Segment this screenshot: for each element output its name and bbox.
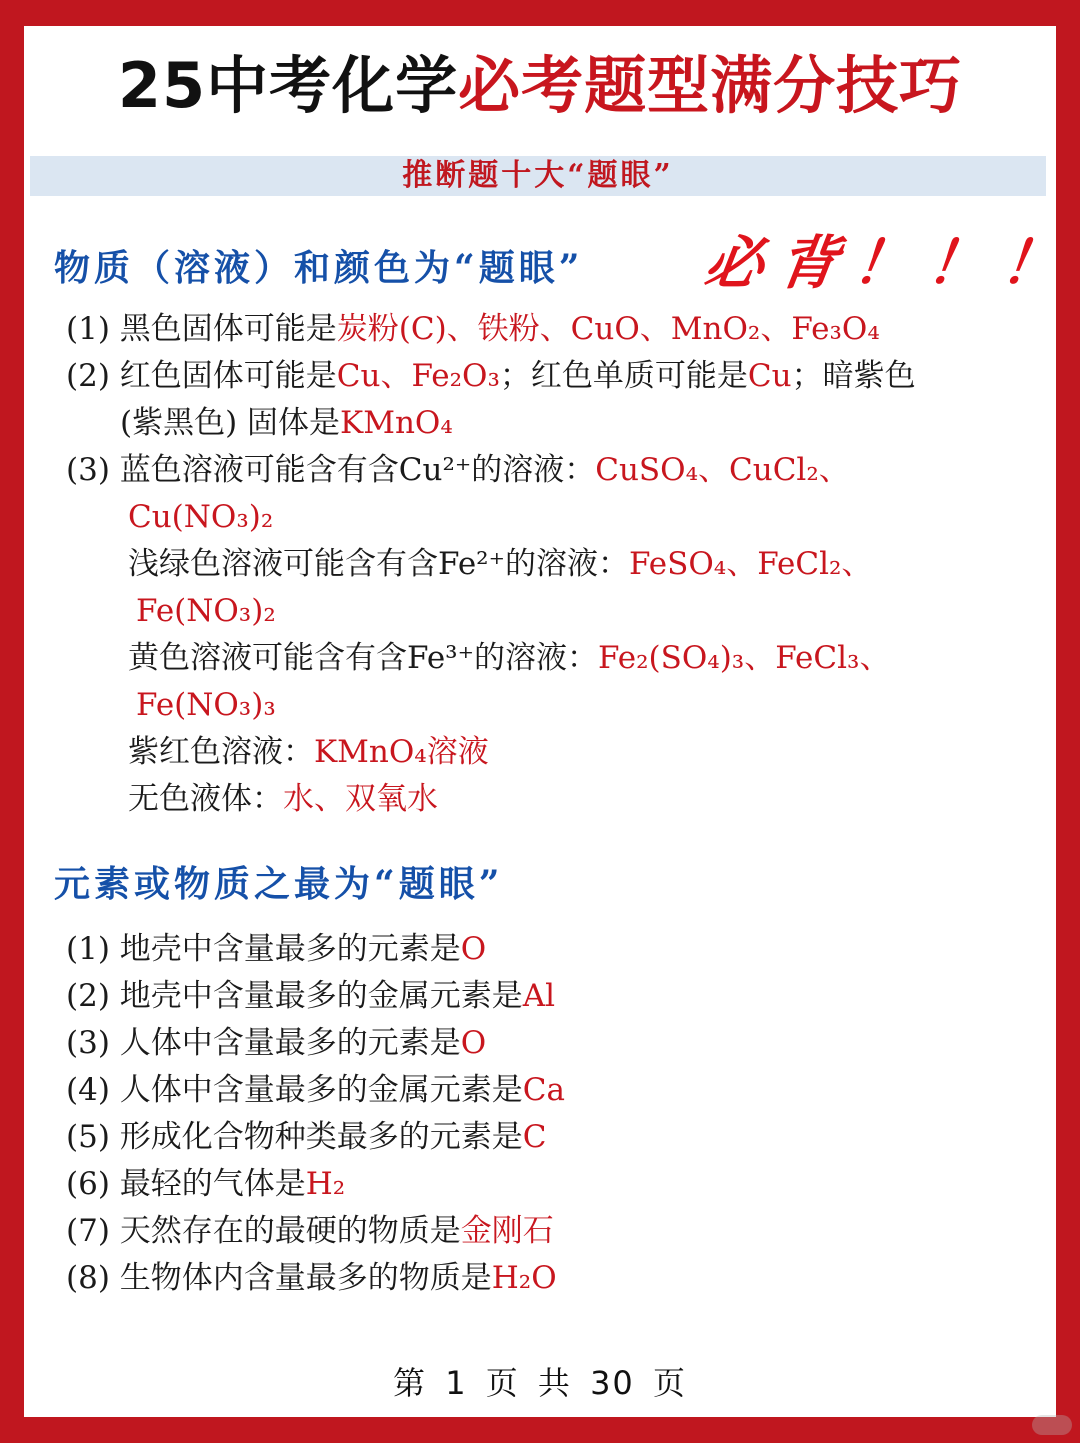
section-heading-superlatives: 元素或物质之最为“题眼” — [54, 863, 504, 905]
topic-banner: 推断题十大“题眼” — [30, 156, 1046, 196]
list-item: (5) 形成化合物种类最多的元素是C — [66, 1119, 547, 1155]
purple-red-solution: 紫红色溶液：KMnO₄溶液 — [128, 734, 489, 770]
list-item: (1) 地壳中含量最多的元素是O — [66, 931, 487, 967]
page-number: 第 1 页 共 30 页 — [393, 1364, 687, 1402]
colorless-liquid: 无色液体：水、双氧水 — [128, 781, 438, 817]
list-item: (7) 天然存在的最硬的物质是金刚石 — [66, 1213, 554, 1249]
document-page — [24, 26, 1080, 1417]
title-part-red: 必考题型满分技巧 — [458, 49, 963, 122]
color-item-2-cont: (紫黑色) 固体是KMnO₄ — [120, 405, 453, 441]
list-item: (4) 人体中含量最多的金属元素是Ca — [66, 1072, 565, 1108]
list-item: (2) 地壳中含量最多的金属元素是Al — [66, 978, 556, 1014]
list-item: (3) 人体中含量最多的元素是O — [66, 1025, 487, 1061]
color-item-3-cont: Cu(NO₃)₂ — [128, 499, 274, 535]
light-green-solution-cont: Fe(NO₃)₂ — [136, 593, 276, 629]
light-green-solution: 浅绿色溶液可能含有含Fe²⁺的溶液：FeSO₄、FeCl₂、 — [128, 546, 873, 582]
color-item-2: (2) 红色固体可能是Cu、Fe₂O₃；红色单质可能是Cu；暗紫色 — [66, 358, 916, 394]
watermark-badge — [1032, 1415, 1072, 1435]
must-memorize-stamp: 必背！！！ — [700, 229, 1080, 297]
yellow-solution-cont: Fe(NO₃)₃ — [136, 687, 276, 723]
section-heading-color: 物质（溶液）和颜色为“题眼” — [54, 247, 584, 289]
title-part-black: 25中考化学 — [117, 49, 459, 122]
color-item-1: (1) 黑色固体可能是炭粉(C)、铁粉、CuO、MnO₂、Fe₃O₄ — [66, 311, 880, 347]
yellow-solution: 黄色溶液可能含有含Fe³⁺的溶液：Fe₂(SO₄)₃、FeCl₃、 — [128, 640, 891, 676]
list-item: (8) 生物体内含量最多的物质是H₂O — [66, 1260, 557, 1296]
list-item: (6) 最轻的气体是H₂ — [66, 1166, 346, 1202]
color-item-3: (3) 蓝色溶液可能含有含Cu²⁺的溶液：CuSO₄、CuCl₂、 — [66, 452, 850, 488]
page-title — [24, 48, 1056, 124]
